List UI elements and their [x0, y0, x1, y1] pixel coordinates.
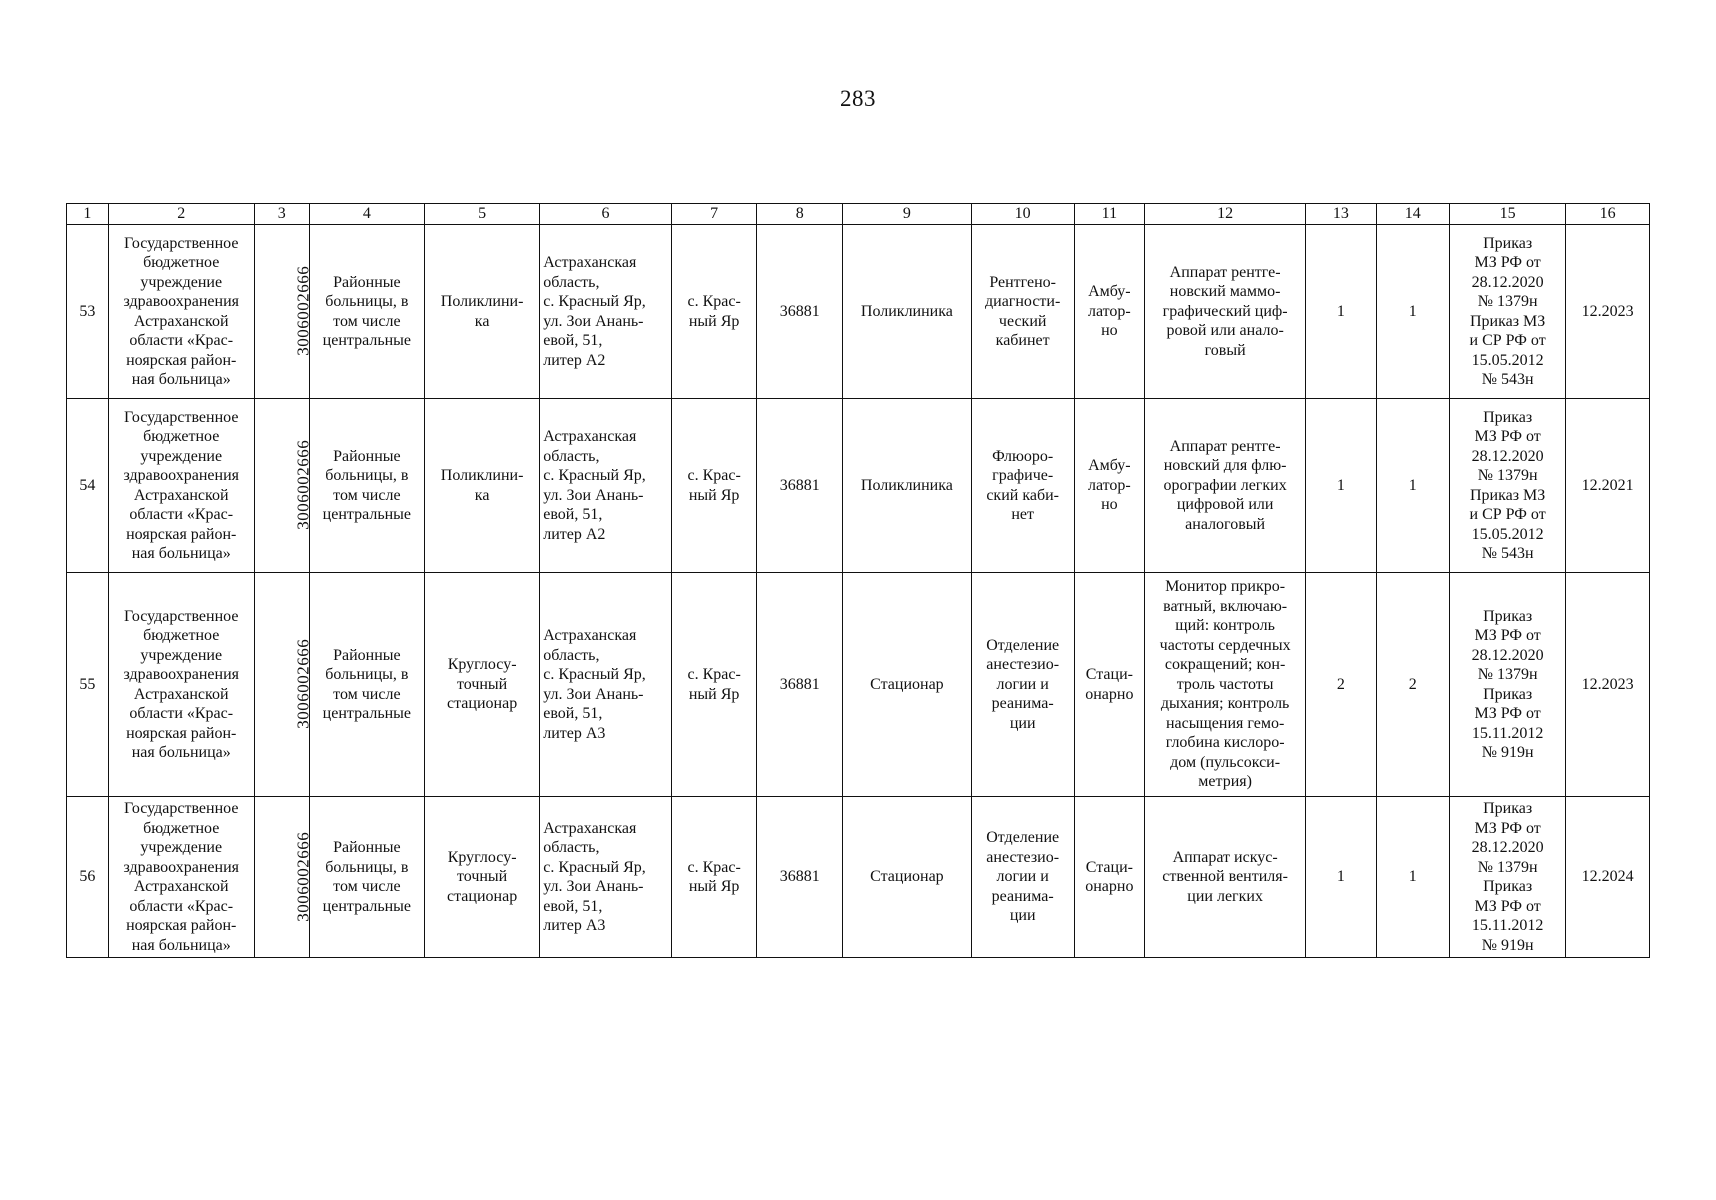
department: Отделение анестезио- логии и реанима- ции: [971, 573, 1074, 797]
table-row: [67, 573, 1650, 797]
quantity-planned: 2: [1376, 573, 1449, 797]
column-number: 13: [1306, 204, 1376, 225]
column-number: 16: [1566, 204, 1650, 225]
regulatory-order: Приказ МЗ РФ от 28.12.2020 № 1379н Приказ МЗ и СР РФ от 15.05.2012 № 543н: [1450, 399, 1566, 573]
regulatory-order: Приказ МЗ РФ от 28.12.2020 № 1379н Приказ МЗ и СР РФ от 15.05.2012 № 543н: [1450, 225, 1566, 399]
care-mode: Стаци- онарно: [1074, 797, 1144, 958]
row-number: 54: [67, 399, 109, 573]
delivery-date: 12.2021: [1566, 399, 1650, 573]
structural-unit: Круглосу- точный стационар: [424, 573, 539, 797]
column-number-row: [67, 204, 1650, 225]
inn-code: 3006002666: [292, 831, 312, 922]
care-mode: Амбу- латор- но: [1074, 399, 1144, 573]
delivery-date: 12.2023: [1566, 573, 1650, 797]
facility-type: Стационар: [843, 573, 972, 797]
quantity-required: 2: [1306, 573, 1376, 797]
okato-code: 36881: [757, 797, 843, 958]
column-number: 9: [843, 204, 972, 225]
column-number: 11: [1074, 204, 1144, 225]
facility-type: Стационар: [843, 797, 972, 958]
column-number: 1: [67, 204, 109, 225]
column-number: 7: [671, 204, 757, 225]
regulatory-order: Приказ МЗ РФ от 28.12.2020 № 1379н Приказ МЗ РФ от 15.11.2012 № 919н: [1450, 797, 1566, 958]
okato-code: 36881: [757, 225, 843, 399]
address: Астраханская область, с. Красный Яр, ул. Зои Анань- евой, 51, литер А3: [540, 797, 672, 958]
column-number: 15: [1450, 204, 1566, 225]
care-mode: Амбу- латор- но: [1074, 225, 1144, 399]
institution-type: Районные больницы, в том числе центральные: [309, 797, 424, 958]
table-row: [67, 797, 1650, 958]
organization-name: Государственное бюджетное учреждение здравоохранения Астраханской области «Крас- ноярская район- ная больница»: [108, 399, 254, 573]
quantity-planned: 1: [1376, 797, 1449, 958]
settlement: с. Крас- ный Яр: [671, 797, 757, 958]
address: Астраханская область, с. Красный Яр, ул. Зои Анань- евой, 51, литер А3: [540, 573, 672, 797]
institution-type: Районные больницы, в том числе центральные: [309, 573, 424, 797]
equipment-table: [66, 203, 1650, 958]
department: Рентгено- диагности- ческий кабинет: [971, 225, 1074, 399]
okato-code: 36881: [757, 399, 843, 573]
column-number: 6: [540, 204, 672, 225]
institution-type: Районные больницы, в том числе центральные: [309, 225, 424, 399]
row-number: 53: [67, 225, 109, 399]
inn-cell: [254, 573, 312, 797]
facility-type: Поликлиника: [843, 399, 972, 573]
inn-code: 3006002666: [292, 639, 312, 729]
inn-cell: [254, 399, 312, 573]
quantity-required: 1: [1306, 225, 1376, 399]
page-number: 283: [840, 86, 876, 111]
row-number: 55: [67, 573, 109, 797]
column-number: 4: [309, 204, 424, 225]
regulatory-order: Приказ МЗ РФ от 28.12.2020 № 1379н Приказ МЗ РФ от 15.11.2012 № 919н: [1450, 573, 1566, 797]
structural-unit: Круглосу- точный стационар: [424, 797, 539, 958]
inn-cell: [254, 225, 312, 399]
department: Флюоро- графиче- ский каби- нет: [971, 399, 1074, 573]
quantity-required: 1: [1306, 797, 1376, 958]
settlement: с. Крас- ный Яр: [671, 573, 757, 797]
equipment-name: Аппарат искус- ственной вентиля- ции легких: [1145, 797, 1306, 958]
delivery-date: 12.2023: [1566, 225, 1650, 399]
table-row: [67, 225, 1650, 399]
organization-name: Государственное бюджетное учреждение здравоохранения Астраханской области «Крас- ноярская район- ная больница»: [108, 573, 254, 797]
table-row: [67, 399, 1650, 573]
quantity-planned: 1: [1376, 399, 1449, 573]
row-number: 56: [67, 797, 109, 958]
column-number: 5: [424, 204, 539, 225]
settlement: с. Крас- ный Яр: [671, 399, 757, 573]
inn-cell: [254, 797, 312, 958]
organization-name: Государственное бюджетное учреждение здравоохранения Астраханской области «Крас- ноярская район- ная больница»: [108, 225, 254, 399]
column-number: 2: [108, 204, 254, 225]
address: Астраханская область, с. Красный Яр, ул. Зои Анань- евой, 51, литер А2: [540, 225, 672, 399]
column-number: 14: [1376, 204, 1449, 225]
column-number: 12: [1145, 204, 1306, 225]
okato-code: 36881: [757, 573, 843, 797]
facility-type: Поликлиника: [843, 225, 972, 399]
column-number: 3: [254, 204, 309, 225]
inn-code: 3006002666: [292, 266, 312, 356]
address: Астраханская область, с. Красный Яр, ул. Зои Анань- евой, 51, литер А2: [540, 399, 672, 573]
equipment-name: Монитор прикро- ватный, включаю- щий: контроль частоты сердечных сокращений; кон- троль частоты дыхания; контроль насыщения гемо- глобина кислоро- дом (пульсокси- метрия): [1145, 573, 1306, 797]
column-number: 10: [971, 204, 1074, 225]
inn-code: 3006002666: [292, 440, 312, 530]
equipment-name: Аппарат рентге- новский маммо- графический циф- ровой или анало- говый: [1145, 225, 1306, 399]
organization-name: Государственное бюджетное учреждение здравоохранения Астраханской области «Крас- ноярская район- ная больница»: [108, 797, 254, 958]
structural-unit: Поликлини- ка: [424, 399, 539, 573]
department: Отделение анестезио- логии и реанима- ции: [971, 797, 1074, 958]
quantity-planned: 1: [1376, 225, 1449, 399]
care-mode: Стаци- онарно: [1074, 573, 1144, 797]
delivery-date: 12.2024: [1566, 797, 1650, 958]
quantity-required: 1: [1306, 399, 1376, 573]
structural-unit: Поликлини- ка: [424, 225, 539, 399]
institution-type: Районные больницы, в том числе центральные: [309, 399, 424, 573]
column-number: 8: [757, 204, 843, 225]
settlement: с. Крас- ный Яр: [671, 225, 757, 399]
equipment-name: Аппарат рентге- новский для флю- орографии легких цифровой или аналоговый: [1145, 399, 1306, 573]
